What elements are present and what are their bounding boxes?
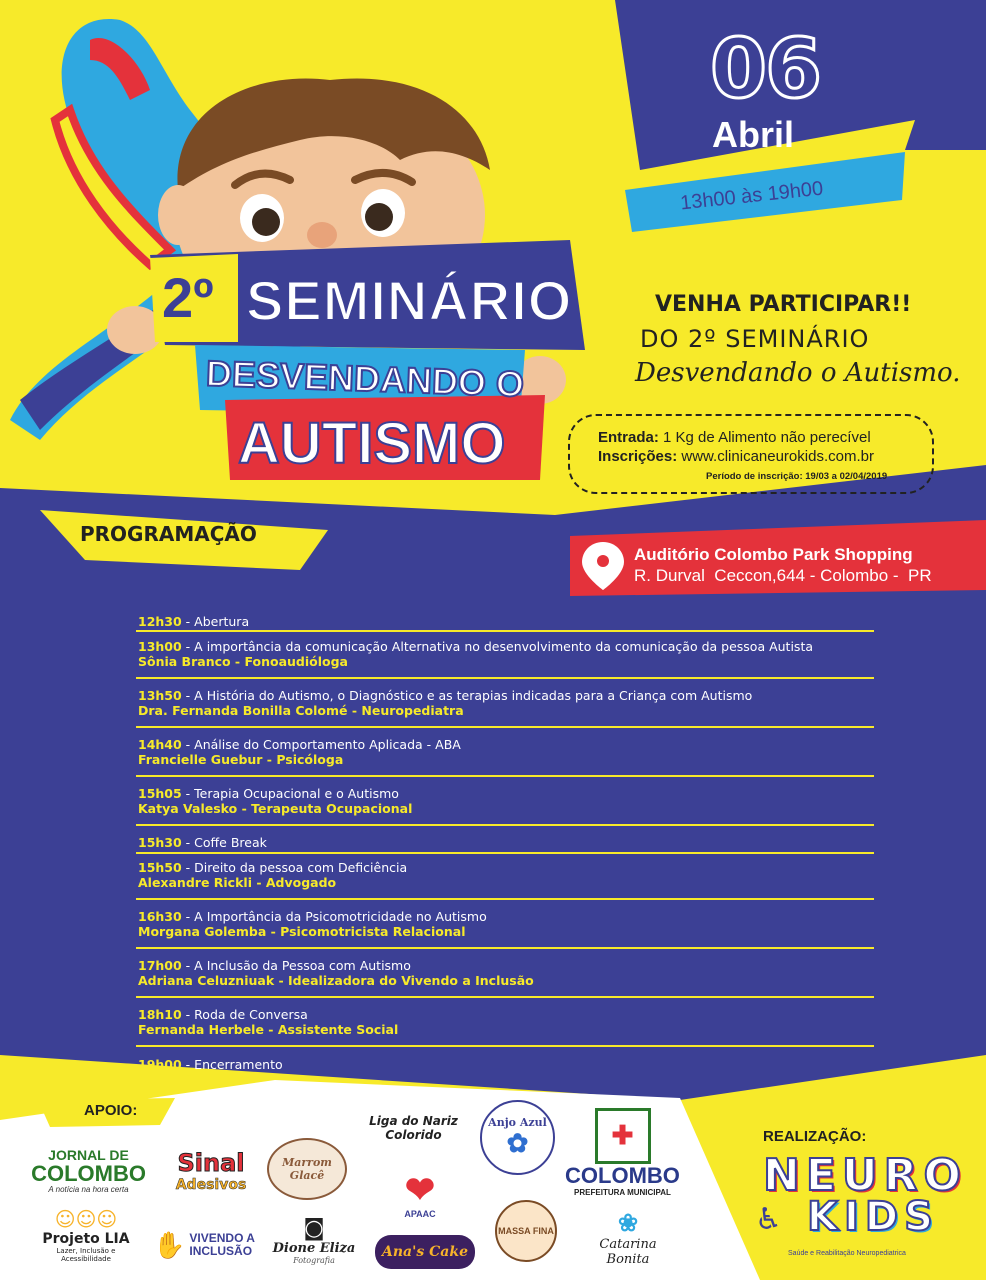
- entrada-label: Entrada:: [598, 429, 659, 446]
- sponsor-sinal-adesivos: Sinal Adesivos: [165, 1140, 257, 1202]
- schedule-item: 17h00 - A Inclusão da Pessoa com Autismo Adriana Celuzniuak - Idealizadora do Vivendo a Inclusão: [138, 958, 534, 988]
- location-name: Auditório Colombo Park Shopping: [634, 545, 913, 564]
- sponsor-apaac: ❤ APAAC: [404, 1169, 436, 1219]
- divider: [136, 947, 874, 949]
- sponsor-catarina-bonita: ❀ Catarina Bonita: [599, 1207, 657, 1267]
- event-month: Abril: [712, 114, 795, 155]
- neurokids-logo: [755, 1150, 967, 1250]
- location-address: R. Durval Ceccon,644 - Colombo - PR: [634, 566, 932, 585]
- entrada-row: [598, 429, 871, 446]
- sponsor-vivendo-a-inclusao: ✋ VIVENDO A INCLUSÃO: [153, 1229, 255, 1260]
- hand-icon: ✋: [153, 1229, 186, 1260]
- inscricoes-label: Inscrições:: [598, 448, 678, 465]
- divider: [136, 852, 874, 854]
- invite-line3: Desvendando o Autismo.: [635, 358, 961, 388]
- inscricoes-link[interactable]: www.clinicaneurokids.com.br: [681, 448, 874, 465]
- kids-word: KIDS: [807, 1194, 939, 1240]
- camera-icon: ◙: [303, 1215, 325, 1241]
- neuro-word: NEURO: [763, 1150, 967, 1201]
- sponsor-anjo-azul: Anjo Azul ✿: [480, 1100, 555, 1175]
- divider: [136, 996, 874, 998]
- divider: [136, 1045, 874, 1047]
- schedule-item: 14h40 - Análise do Comportamento Aplicada - ABA Francielle Guebur - Psicóloga: [138, 737, 461, 767]
- angel-icon: ✿: [506, 1129, 529, 1159]
- children-icon: ☺☺☺: [54, 1207, 118, 1231]
- neurokids-tagline: Saúde e Reabilitação Neuropediatrica: [788, 1250, 906, 1257]
- schedule-item: 13h50 - A História do Autismo, o Diagnóstico e as terapias indicadas para a Criança com Autismo Dra. Fernanda Bonilla Colomé - Neuropediatra: [138, 688, 753, 718]
- schedule-item: 13h00 - A importância da comunicação Alternativa no desenvolvimento da comunicação da pessoa Autista Sônia Branco - Fonoaudióloga: [138, 639, 814, 669]
- title-seminario: SEMINÁRIO: [246, 269, 573, 332]
- schedule-item: 12h30 - Abertura: [138, 614, 250, 629]
- schedule-item: 19h00 - Encerramento: [138, 1057, 283, 1072]
- schedule-item: 18h10 - Roda de Conversa Fernanda Herbele - Assistente Social: [138, 1007, 399, 1037]
- schedule-item: 15h05 - Terapia Ocupacional e o Autismo Katya Valesko - Terapeuta Ocupacional: [138, 786, 413, 816]
- title-autismo: AUTISMO: [238, 411, 506, 476]
- wheelchair-icon: ♿: [755, 1202, 782, 1237]
- entrada-value: 1 Kg de Alimento não perecível: [663, 429, 871, 446]
- inscricoes-row: [598, 448, 874, 465]
- schedule-item: 16h30 - A Importância da Psicomotricidade no Autismo Morgana Golemba - Psicomotricista Relacional: [138, 909, 487, 939]
- puzzle-heart-icon: ❤: [404, 1169, 436, 1210]
- invite-line2: DO 2º SEMINÁRIO: [640, 325, 870, 353]
- divider: [136, 775, 874, 777]
- coat-of-arms-icon: ✚: [595, 1108, 651, 1164]
- divider: [136, 824, 874, 826]
- divider: [136, 677, 874, 679]
- periodo-text: Período de inscrição: 19/03 a 02/04/2019: [706, 471, 888, 482]
- sponsor-massa-fina: MASSA FINA: [495, 1200, 557, 1262]
- invite-line1: VENHA PARTICIPAR!!: [655, 292, 912, 317]
- sponsor-dione-eliza: ◙ Dione Eliza Fotografia: [272, 1215, 356, 1265]
- apoio-heading: APOIO:: [84, 1102, 138, 1119]
- doll-icon: ❀: [617, 1207, 639, 1237]
- programacao-heading: PROGRAMAÇÃO: [80, 522, 257, 546]
- divider: [136, 726, 874, 728]
- schedule-item: 15h50 - Direito da pessoa com Deficiência Alexandre Rickli - Advogado: [138, 860, 408, 890]
- sponsor-prefeitura-colombo: ✚ COLOMBO PREFEITURA MUNICIPAL: [565, 1102, 680, 1202]
- realizacao-heading: REALIZAÇÃO:: [763, 1128, 867, 1145]
- schedule-item: 15h30 - Coffe Break: [138, 835, 267, 850]
- event-day: 06: [709, 22, 821, 117]
- sponsor-liga-nariz-colorido: Liga do Nariz Colorido: [369, 1114, 458, 1142]
- sponsor-projeto-lia: ☺☺☺ Projeto LIA Lazer, Inclusão e Acessibilidade: [42, 1207, 130, 1263]
- sponsor-marrom-glace: Marrom Glacê: [267, 1138, 347, 1200]
- divider: [136, 898, 874, 900]
- divider: [136, 630, 874, 632]
- sponsor-anas-cake: Ana's Cake: [375, 1235, 475, 1269]
- event-time: 13h00 às 19h00: [679, 177, 825, 215]
- sponsor-jornal-de-colombo: JORNAL DE COLOMBO A notícia na hora certa: [31, 1146, 146, 1194]
- title-number: 2º: [162, 266, 214, 329]
- title-desvendando: DESVENDANDO O: [205, 352, 525, 405]
